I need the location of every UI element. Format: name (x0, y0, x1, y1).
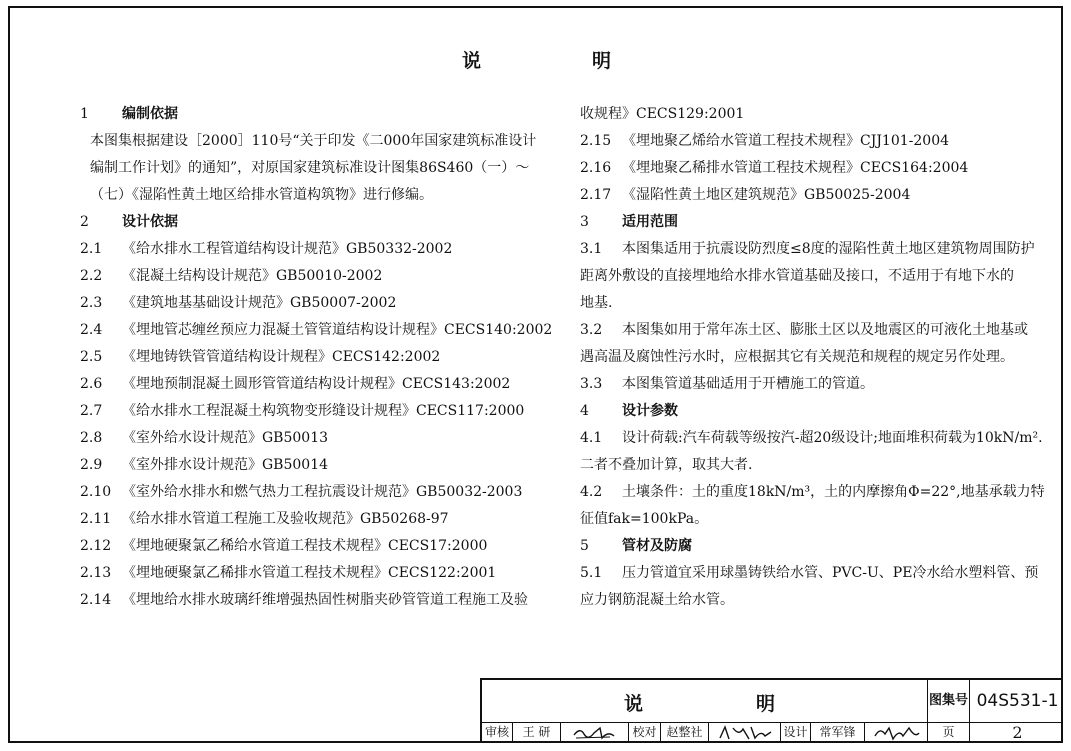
text-line (80, 425, 520, 452)
clause-text: 距离外敷设的直接埋地给水排水管道基础及接口，不适用于有地下水的 (580, 268, 1014, 284)
clause-number: 2.10 (80, 484, 112, 500)
text-line (80, 182, 520, 209)
clause-text: 《建筑地基基础设计规范》GB50007-2002 (122, 295, 397, 311)
reviewer-signature (560, 722, 628, 743)
text-line (580, 182, 1020, 209)
clause-text: 《埋地给水排水玻璃纤维增强热固性树脂夹砂管管道工程施工及验 (122, 592, 528, 608)
clause-number: 2.1 (80, 241, 103, 257)
review-label: 审核 (484, 725, 509, 739)
designer-signature (864, 722, 927, 743)
clause-text: 《混凝土结构设计规范》GB50010-2002 (122, 268, 383, 284)
designer-name: 常军锋 (810, 722, 864, 743)
title-block (480, 678, 1063, 743)
clause-number: 2.14 (80, 592, 112, 608)
clause-text: 收规程》CECS129:2001 (580, 106, 745, 122)
text-line (580, 560, 1039, 587)
check-label: 校对 (628, 722, 660, 743)
clause-number: 4.2 (580, 484, 603, 500)
clause-number: 2.2 (80, 268, 103, 284)
clause-text: 本图集根据建设［2000］110号“关于印发《二000年国家建筑标准设计 (90, 133, 537, 149)
text-line (580, 128, 1020, 155)
atlas-label: 图集号 (927, 680, 969, 722)
clause-text: 本图集管道基础适用于开槽施工的管道。 (622, 376, 874, 392)
clause-text: 设计依据 (122, 214, 178, 230)
checker-signature (708, 722, 780, 743)
page-number: 2 (969, 722, 1065, 743)
right-column (580, 101, 1045, 614)
text-line (580, 101, 1020, 128)
clause-number: 2.17 (580, 187, 612, 203)
clause-number: 2.13 (80, 565, 112, 581)
clause-number: 2.15 (580, 133, 612, 149)
reviewer-name: 王 研 (512, 722, 560, 743)
clause-text: 设计荷载:汽车荷载等级按汽-超20级设计;地面堆积荷载为10kN/m². (622, 430, 1043, 446)
text-line (80, 479, 523, 506)
text-line (80, 344, 520, 371)
clause-text: 管材及防腐 (622, 538, 692, 554)
text-line (80, 587, 528, 614)
clause-number: 1 (80, 106, 89, 122)
text-line (80, 317, 553, 344)
clause-text: 《室外给水设计规范》GB50013 (122, 430, 329, 446)
clause-number: 2.5 (80, 349, 103, 365)
title-char-1: 说 (462, 50, 482, 72)
title-block-name-char-1: 说 (624, 693, 644, 715)
text-line (580, 425, 1043, 452)
text-line (80, 533, 520, 560)
clause-number: 2.16 (580, 160, 612, 176)
clause-text: 《埋地聚乙烯给水管道工程技术规程》CJJ101-2004 (622, 133, 950, 149)
text-line (580, 533, 1020, 560)
clause-text: 适用范围 (622, 214, 678, 230)
text-line (580, 506, 1020, 533)
text-line (580, 209, 1020, 236)
text-line (80, 236, 520, 263)
clause-text: 《给水排水工程混凝土构筑物变形缝设计规程》CECS117:2000 (122, 403, 525, 419)
title-char-2: 明 (592, 50, 612, 72)
clause-text: 《埋地聚乙稀排水管道工程技术规程》CECS164:2004 (622, 160, 969, 176)
text-line (80, 128, 537, 155)
clause-text: 《埋地硬聚氯乙稀排水管道工程技术规程》CECS122:2001 (122, 565, 497, 581)
page-label: 页 (927, 722, 969, 743)
clause-text: 编制依据 (122, 106, 178, 122)
clause-text: 二者不叠加计算，取其大者. (580, 457, 753, 473)
clause-text: 《给水排水工程管道结构设计规范》GB50332-2002 (122, 241, 453, 257)
text-line (80, 371, 520, 398)
clause-text: 应力钢筋混凝土给水管。 (580, 592, 734, 608)
text-line (80, 290, 520, 317)
clause-text: 《埋地管芯缠丝预应力混凝土管管道结构设计规程》CECS140:2002 (122, 322, 553, 338)
text-line (580, 452, 1020, 479)
design-label: 设计 (780, 722, 810, 743)
text-line (580, 371, 1020, 398)
clause-text: 《埋地预制混凝土圆形管管道结构设计规程》CECS143:2002 (122, 376, 511, 392)
text-line (80, 155, 530, 182)
clause-number: 2.7 (80, 403, 103, 419)
clause-number: 5 (580, 538, 589, 554)
clause-text: （七）《湿陷性黄土地区给排水管道构筑物》进行修编。 (90, 187, 433, 203)
clause-number: 5.1 (580, 565, 603, 581)
clause-number: 4.1 (580, 430, 603, 446)
clause-text: 《室外排水设计规范》GB50014 (122, 457, 329, 473)
text-line (80, 263, 520, 290)
clause-number: 3.3 (580, 376, 603, 392)
clause-number: 2.4 (80, 322, 103, 338)
clause-number: 2.6 (80, 376, 103, 392)
clause-number: 4 (580, 403, 589, 419)
clause-text: 压力管道宜采用球墨铸铁给水管、PVC-U、PE冷水给水塑料管、预 (622, 565, 1039, 581)
text-line (80, 209, 520, 236)
clause-text: 《埋地铸铁管管道结构设计规程》CECS142:2002 (122, 349, 441, 365)
clause-text: 《室外给水排水和燃气热力工程抗震设计规范》GB50032-2003 (122, 484, 523, 500)
text-line (80, 506, 520, 533)
clause-number: 2.11 (80, 511, 112, 527)
clause-text: 编制工作计划》的通知”，对原国家建筑标准设计图集86S460（一）～ (90, 160, 530, 176)
text-line (80, 398, 525, 425)
text-line (580, 155, 1020, 182)
clause-text: 土壤条件：土的重度18kN/m³，土的内摩擦角Φ=22°,地基承载力特 (622, 484, 1045, 500)
clause-number: 3.2 (580, 322, 603, 338)
left-column (80, 101, 553, 614)
text-line (580, 587, 1020, 614)
clause-text: 《给水排水管道工程施工及验收规范》GB50268-97 (122, 511, 449, 527)
clause-text: 《湿陷性黄土地区建筑规范》GB50025-2004 (622, 187, 911, 203)
text-line (580, 263, 1020, 290)
text-line (580, 290, 1020, 317)
text-line (580, 317, 1028, 344)
clause-text: 《埋地硬聚氯乙稀给水管道工程技术规程》CECS17:2000 (122, 538, 488, 554)
clause-text: 地基. (580, 295, 613, 311)
title-block-name-char-2: 明 (756, 693, 776, 715)
text-line (580, 236, 1035, 263)
clause-text: 遇高温及腐蚀性污水时，应根据其它有关规范和规程的规定另作处理。 (580, 349, 1014, 365)
clause-number: 3.1 (580, 241, 603, 257)
clause-number: 2 (80, 214, 89, 230)
text-line (80, 101, 520, 128)
clause-text: 设计参数 (622, 403, 678, 419)
text-line (80, 560, 520, 587)
page-title (0, 46, 1071, 74)
clause-number: 2.9 (80, 457, 103, 473)
clause-number: 2.12 (80, 538, 112, 554)
title-block-name (482, 680, 927, 722)
clause-text: 征值fak=100kPa。 (580, 511, 709, 527)
atlas-number: 04S531-1 (969, 680, 1065, 722)
text-line (580, 398, 1020, 425)
text-line (80, 452, 520, 479)
clause-number: 2.8 (80, 430, 103, 446)
text-line (580, 344, 1020, 371)
clause-text: 本图集适用于抗震设防烈度≤8度的湿陷性黄土地区建筑物周围防护 (622, 241, 1035, 257)
clause-number: 2.3 (80, 295, 103, 311)
clause-text: 本图集如用于常年冻土区、膨胀土区以及地震区的可液化土地基或 (622, 322, 1028, 338)
clause-number: 3 (580, 214, 589, 230)
checker-name: 赵整社 (660, 722, 708, 743)
text-line (580, 479, 1045, 506)
